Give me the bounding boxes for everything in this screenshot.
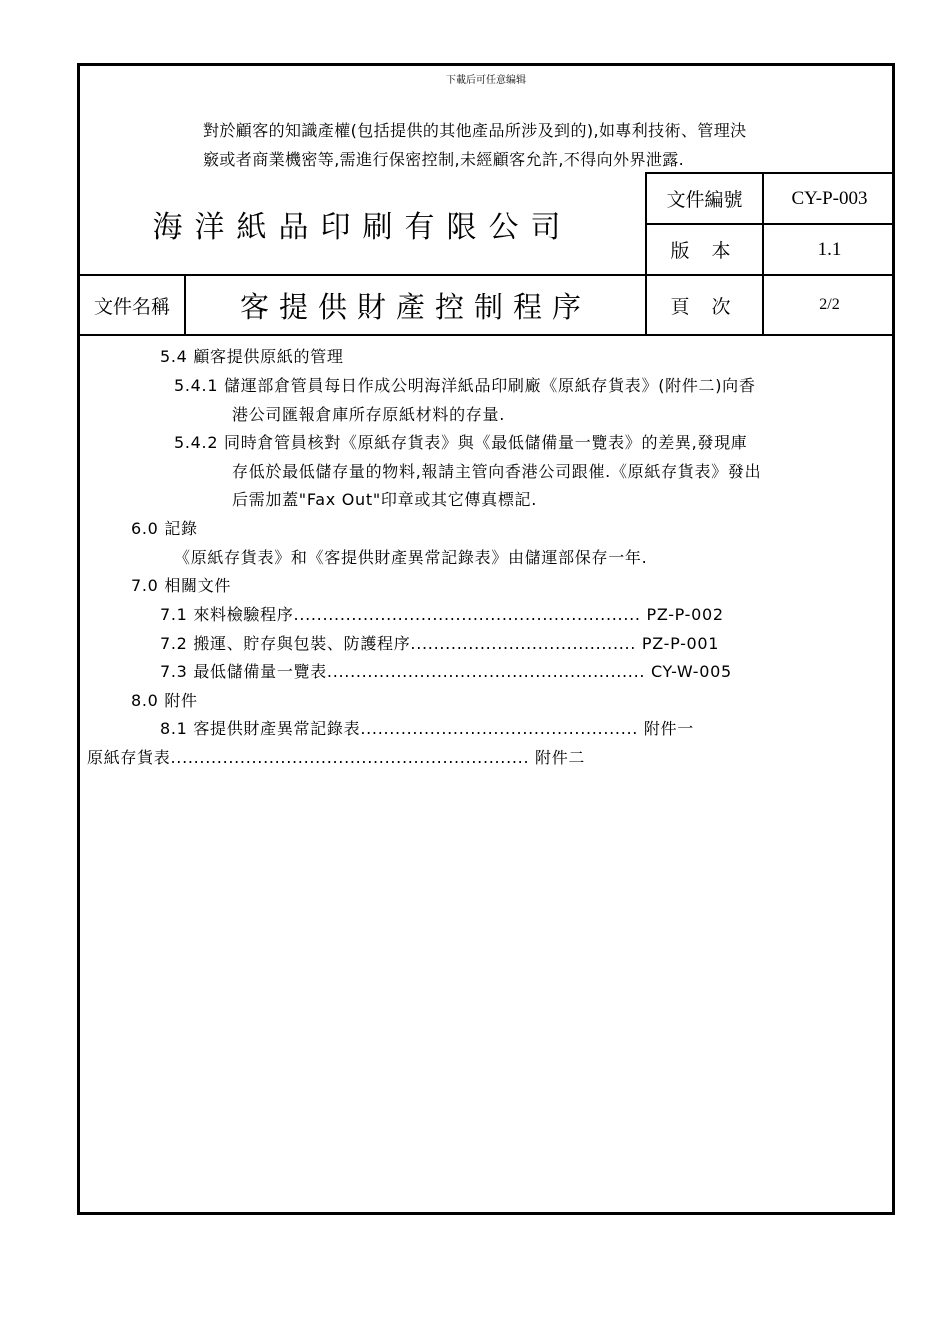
document-frame (77, 63, 895, 1215)
section-8-1: 8.1 客提供財產異常記錄表................................................ 附件一 (160, 719, 694, 738)
section-5-4-1-line-1: 5.4.1 儲運部倉管員每日作成公明海洋紙品印刷廠《原紙存貨表》(附件二)向香 (174, 376, 756, 395)
company-name: 海洋紙品印刷有限公司 (152, 210, 573, 245)
version-value: 1.1 (817, 238, 842, 260)
intro-line-1: 對於顧客的知識產權(包括提供的其他產品所涉及到的),如專利技術、管理決 (203, 121, 747, 140)
section-6-0: 6.0 記錄 (131, 519, 198, 538)
section-5-4-2-line-3: 后需加蓋"Fax Out"印章或其它傳真標記. (232, 490, 538, 509)
section-5-4-1-line-2: 港公司匯報倉庫所存原紙材料的存量. (232, 405, 505, 424)
doc-title: 客提供財產控制程序 (239, 289, 591, 324)
section-7-0: 7.0 相關文件 (131, 576, 232, 595)
section-7-1: 7.1 來料檢驗程序............................................................ PZ-P-002 (160, 605, 724, 624)
divider (80, 334, 895, 336)
top-note: 下載后可任意编辑 (446, 75, 526, 86)
doc-number-value: CY-P-003 (791, 187, 868, 209)
version-label: 版 本 (670, 240, 739, 262)
section-7-3: 7.3 最低儲備量一覽表....................................................... CY-W-005 (160, 662, 732, 681)
page-value: 2/2 (819, 296, 840, 313)
section-8-2: 原紙存貨表.............................................................. 附件二 (87, 748, 586, 767)
doc-number-label: 文件編號 (666, 189, 743, 211)
section-5-4-2-line-1: 5.4.2 同時倉管員核對《原紙存貨表》與《最低儲備量一覽表》的差異,發現庫 (174, 433, 748, 452)
intro-line-2: 竅或者商業機密等,需進行保密控制,未經顧客允許,不得向外界泄露. (203, 150, 685, 169)
page-label: 頁 次 (670, 295, 739, 318)
doc-name-label: 文件名稱 (93, 295, 170, 318)
section-6-0-text: 《原紙存貨表》和《客提供財產異常記錄表》由儲運部保存一年. (174, 548, 648, 567)
section-5-4: 5.4 顧客提供原紙的管理 (160, 347, 344, 366)
intro-paragraph (203, 116, 883, 174)
section-7-2: 7.2 搬運、貯存與包裝、防護程序....................................... PZ-P-001 (160, 634, 720, 653)
section-8-0: 8.0 附件 (131, 691, 198, 710)
section-5-4-2-line-2: 存低於最低儲存量的物料,報請主管向香港公司跟催.《原紙存貨表》發出 (232, 462, 762, 481)
